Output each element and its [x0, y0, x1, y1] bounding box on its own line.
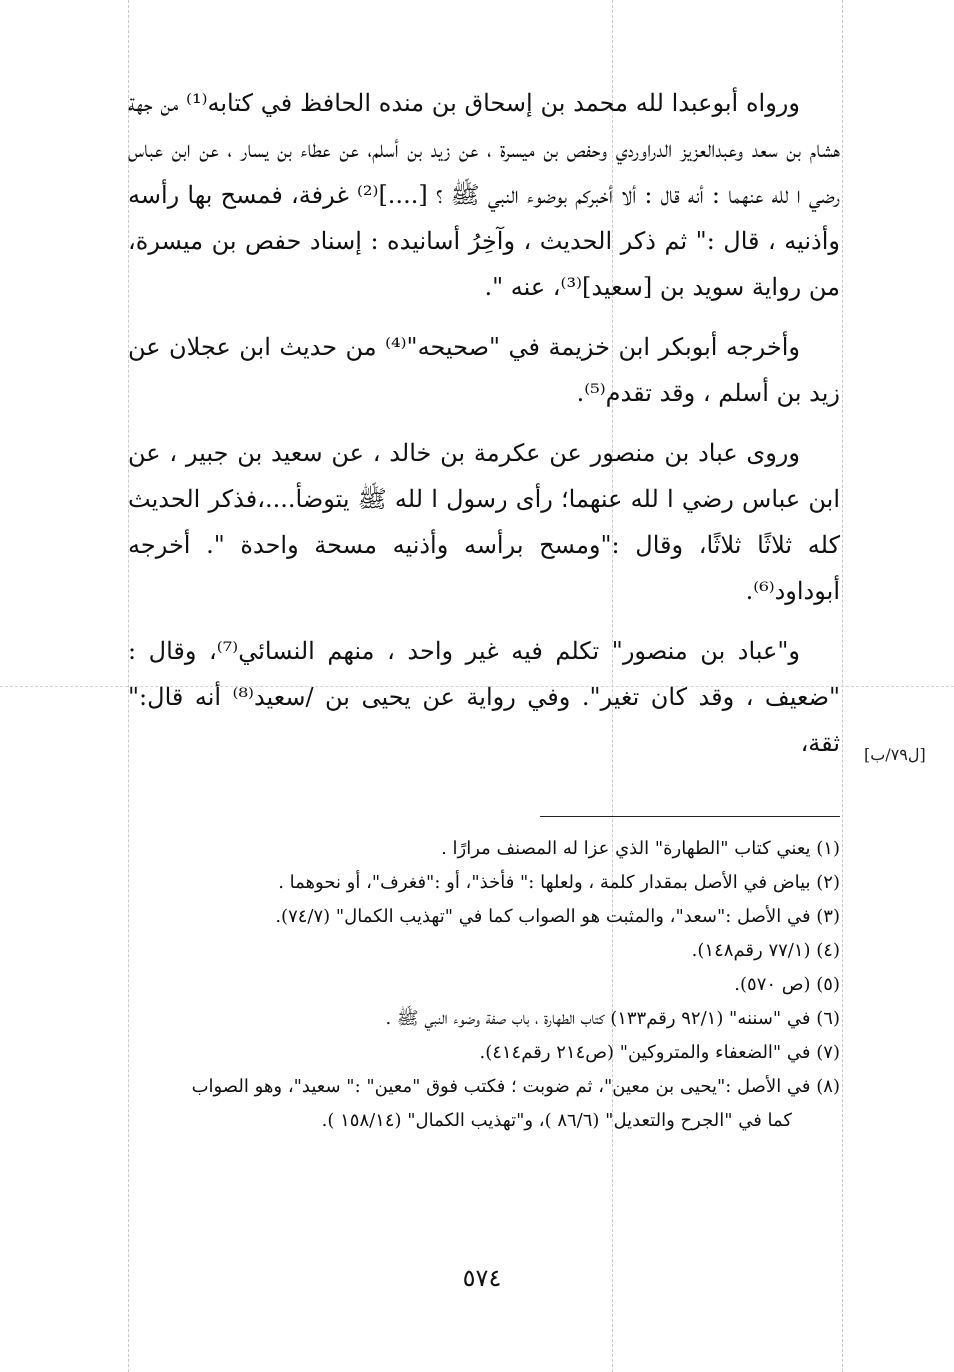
- manuscript-folio-note: [ل٧٩/ب]: [864, 745, 926, 764]
- footnote-1: (١) يعني كتاب "الطهارة" الذي عزا له المصنف مرارًا .: [441, 838, 840, 859]
- footnote-5: (٥) (ص ٥٧٠).: [734, 974, 840, 995]
- footnote-6: (٦) في "سننه" (٩٢/١ رقم١٣٣) كتاب الطهارة ، باب صفة وضوء النبي ﷺ .: [385, 1008, 840, 1029]
- footnote-8: [128, 1070, 840, 1138]
- page-number: ٥٧٤: [462, 1264, 502, 1292]
- paragraph-2: وأخرجه أبوبكر ابن خزيمة في "صحيحه"⁽⁴⁾ من حديث ابن عجلان عن زيد بن أسلم ، وقد تقدم⁽⁵⁾.: [128, 333, 840, 407]
- paragraph-4: و"عباد بن منصور" تكلم فيه غير واحد ، منهم النسائي⁽⁷⁾، وقال : "ضعيف ، وقد كان تغير". وفي رواية عن يحيى بن /سعيد⁽⁸⁾ أنه قال:" ثقة،: [128, 637, 840, 757]
- footnote-7: (٧) في "الضعفاء والمتروكين" (ص٢١٤ رقم٤١٤).: [479, 1042, 840, 1063]
- main-text: [128, 80, 840, 780]
- paragraph-1: ورواه أبوعبدا لله محمد بن إسحاق بن منده الحافظ في كتابه⁽¹⁾ من جهة هشام بن سعد وعبدالعزيز الدراوردي وحفص بن ميسرة ، عن زيد بن أسلم، عن عطاء بن يسار ، عن ابن عباس رضي ا لله عنهما : أنه قال : ألا أخبركم بوضوء النبي ﷺ ؟ [....]⁽²⁾ غرفة، فمسح بها رأسه وأذنيه ، قال :" ثم ذكر الحديث ، وآخِرُ أسانيده : إسناد حفص بن ميسرة، من رواية سويد بن [سعيد]⁽³⁾، عنه ".: [128, 89, 841, 301]
- footnote-8-text: (٨) في الأصل :"يحيى بن معين"، ثم ضوبت ؛ فكتب فوق "معين" :" سعيد"، وهو الصواب: [191, 1076, 840, 1097]
- paragraph-3: وروى عباد بن منصور عن عكرمة بن خالد ، عن سعيد بن جبير ، عن ابن عباس رضي ا لله عنهما؛ رأى رسول ا لله ﷺ يتوضأ....،فذكر الحديث كله ثلاثًا ثلاثًا، وقال :"ومسح برأسه وأذنيه مسحة واحدة ". أخرجه أبوداود⁽⁶⁾.: [128, 439, 840, 605]
- footnote-2: (٢) بياض في الأصل بمقدار كلمة ، ولعلها :" فأخذ"، أو :"فغرف"، أو نحوهما .: [278, 872, 840, 893]
- footnote-4: (٤) (٧٧/١ رقم١٤٨).: [691, 940, 840, 961]
- footnote-8-continuation: كما في "الجرح والتعديل" (٨٦/٦ )، و"تهذيب الكمال" (١٥٨/١٤ ).: [321, 1110, 792, 1131]
- footnote-3: (٣) في الأصل :"سعد"، والمثبت هو الصواب كما في "تهذيب الكمال" (٧٤/٧).: [275, 906, 840, 927]
- footnote-separator: [540, 816, 840, 817]
- footnotes: [128, 832, 840, 1138]
